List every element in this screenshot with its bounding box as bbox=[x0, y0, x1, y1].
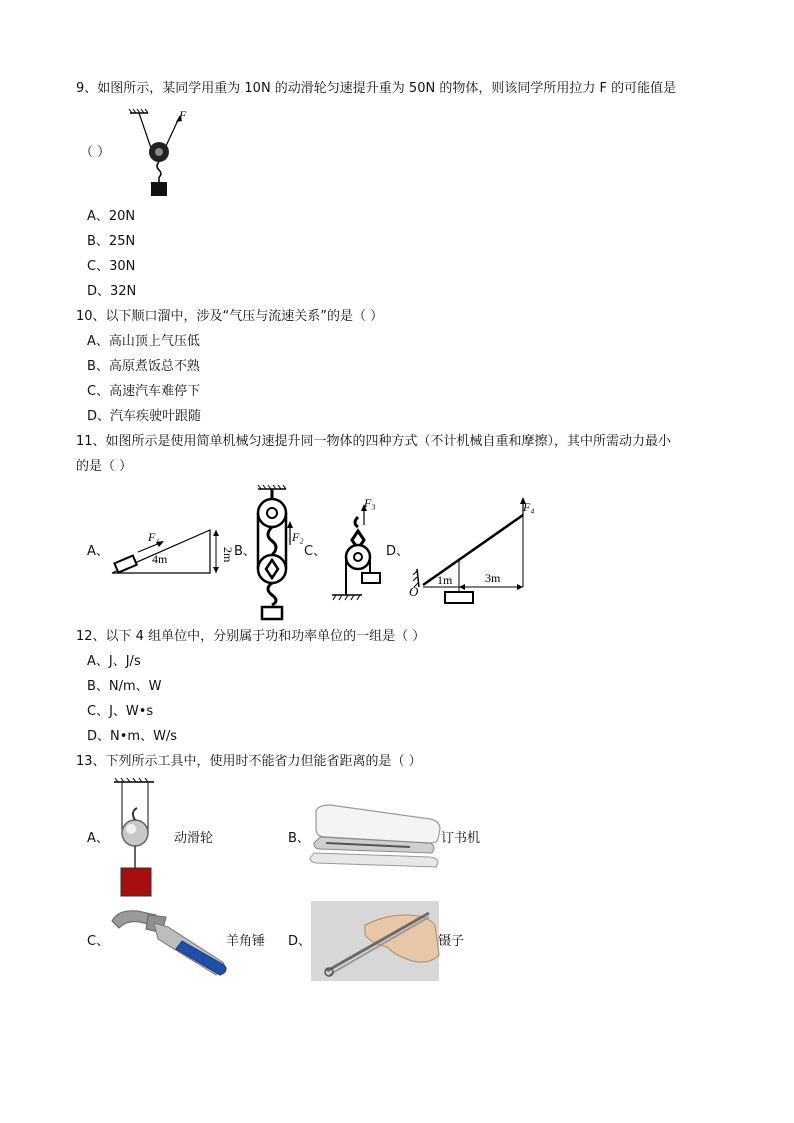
q10-option-c[interactable]: C、高速汽车难停下 bbox=[87, 384, 201, 399]
q13-stem: 13、下列所示工具中，使用时不能省力但能省距离的是（ ） bbox=[76, 754, 422, 769]
q13-option-c[interactable]: C、 bbox=[87, 934, 110, 949]
q11-fig-b-force: F₂ bbox=[292, 530, 304, 544]
q10-stem: 10、以下顺口溜中，涉及“气压与流速关系”的是（ ） bbox=[76, 309, 384, 324]
q9-stem: 9、如图所示，某同学用重为 10N 的动滑轮匀速提升重为 50N 的物体，则该同学所用拉力 F 的可能值是 bbox=[76, 81, 677, 96]
q11-fig-a-force: F₁ bbox=[148, 530, 160, 544]
q13-tool-label-c: 羊角锤 bbox=[226, 934, 266, 949]
q11-fig-d-long-arm: 3m bbox=[485, 571, 501, 585]
movable-pulley-photo bbox=[110, 778, 160, 898]
q9-option-c[interactable]: C、30N bbox=[87, 259, 136, 274]
q12-option-b[interactable]: B、N/m、W bbox=[87, 679, 162, 694]
q11-fig-c-force: F₃ bbox=[364, 496, 376, 510]
q11-fig-d-pivot: O bbox=[409, 584, 419, 599]
q10-option-a[interactable]: A、高山顶上气压低 bbox=[87, 334, 200, 349]
q12-option-a[interactable]: A、J、J/s bbox=[87, 654, 141, 669]
q11-option-c[interactable]: C、 bbox=[304, 544, 327, 559]
q11-incline-figure bbox=[108, 525, 233, 580]
claw-hammer-photo bbox=[108, 907, 230, 977]
q11-lever-figure bbox=[405, 497, 545, 605]
q13-tool-label-d: 镊子 bbox=[438, 934, 465, 949]
q11-stem-line1: 11、如图所示是使用简单机械匀速提升同一物体的四种方式（不计机械自重和摩擦），其中所需动力最小 bbox=[76, 434, 672, 449]
tweezers-photo bbox=[311, 901, 439, 981]
stapler-photo bbox=[310, 803, 444, 869]
q11-pulley-block-figure bbox=[246, 485, 308, 623]
q12-option-c[interactable]: C、J、W•s bbox=[87, 704, 154, 719]
q9-pulley-figure bbox=[124, 108, 194, 200]
q10-option-b[interactable]: B、高原煮饭总不熟 bbox=[87, 359, 200, 374]
q13-option-a[interactable]: A、 bbox=[87, 831, 109, 846]
q11-fixed-pulley-figure bbox=[328, 495, 386, 607]
q11-option-b[interactable]: B、 bbox=[234, 544, 256, 559]
q13-tool-label-b: 订书机 bbox=[441, 831, 481, 846]
q10-option-d[interactable]: D、汽车疾驶叶跟随 bbox=[87, 409, 202, 424]
q11-stem-line2: 的是（ ） bbox=[76, 459, 133, 474]
q11-fig-a-height: 2m bbox=[221, 547, 235, 563]
q11-option-d[interactable]: D、 bbox=[386, 544, 410, 559]
q11-fig-a-length: 4m bbox=[152, 552, 168, 566]
q11-option-a[interactable]: A、 bbox=[87, 544, 109, 559]
q11-fig-d-short-arm: 1m bbox=[437, 573, 453, 587]
q13-option-b[interactable]: B、 bbox=[288, 831, 310, 846]
q9-option-b[interactable]: B、25N bbox=[87, 234, 136, 249]
q9-answer-paren: （ ） bbox=[80, 145, 111, 160]
q12-stem: 12、以下 4 组单位中，分别属于功和功率单位的一组是（ ） bbox=[76, 629, 426, 644]
q9-option-d[interactable]: D、32N bbox=[87, 284, 137, 299]
q13-option-d[interactable]: D、 bbox=[288, 934, 312, 949]
q13-tool-label-a: 动滑轮 bbox=[174, 831, 214, 846]
q12-option-d[interactable]: D、N•m、W/s bbox=[87, 729, 178, 744]
q9-force-label: F bbox=[179, 108, 187, 122]
q11-fig-d-force: F₄ bbox=[523, 500, 535, 514]
q9-option-a[interactable]: A、20N bbox=[87, 209, 136, 224]
